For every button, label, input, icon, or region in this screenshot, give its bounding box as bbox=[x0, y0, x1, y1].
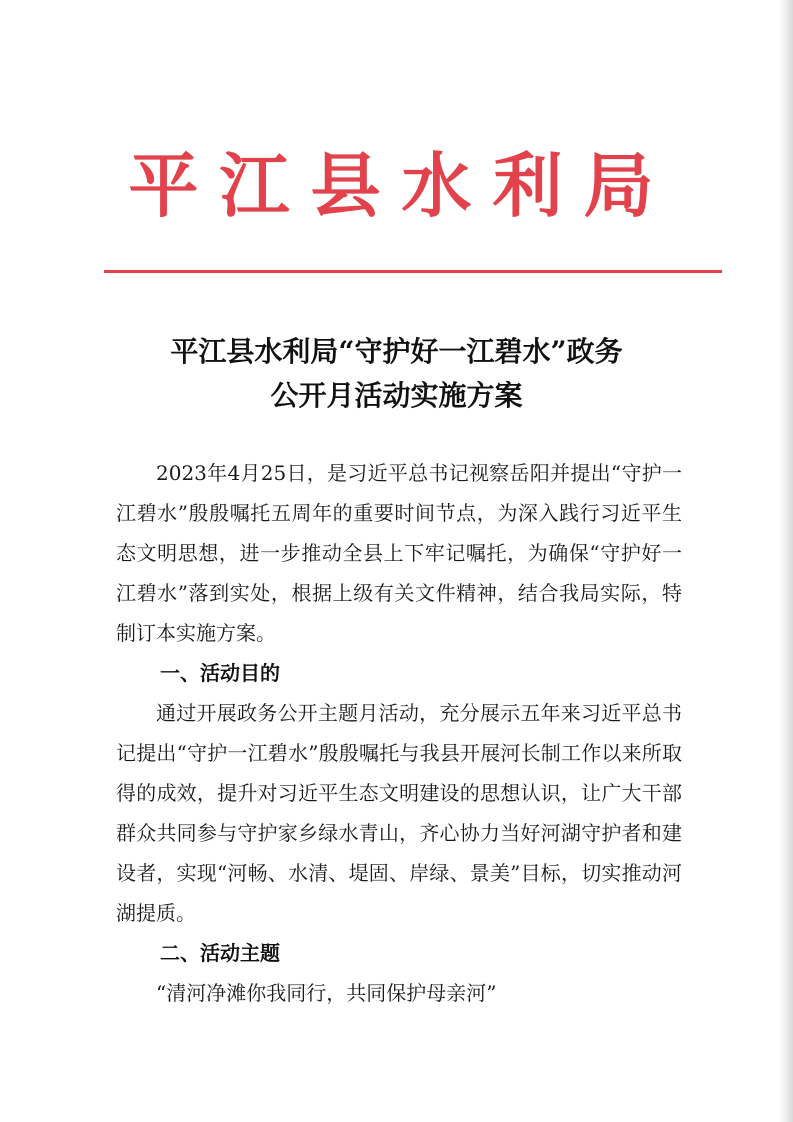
purpose-paragraph: 通过开展政务公开主题月活动，充分展示五年来习近平总书记提出“守护一江碧水”殷殷嘱托与我县开展河长制工作以来所取得的成效，提升对习近平生态文明建设的思想认识，让广大干部群众共同参与守护家乡绿水青山，齐心协力当好河湖守护者和建设者，实现“河畅、水清、堤固、岸绿、景美”目标，切实推动河湖提质。 bbox=[116, 701, 682, 925]
document-title-line2: 公开月活动实施方案 bbox=[270, 379, 523, 412]
letterhead-title: 平江县水利局 bbox=[128, 144, 675, 227]
intro-paragraph: 2023年4月25日，是习近平总书记视察岳阳并提出“守护一江碧水”殷殷嘱托五周年的重要时间节点，为深入践行习近平生态文明思想，进一步推动全县上下牢记嘱托，为确保“守护好一江碧水”落到实处，根据上级有关文件精神，结合我局实际，特制订本实施方案。 bbox=[116, 461, 682, 645]
page-edge-shadow bbox=[779, 0, 793, 1122]
section-heading-purpose: 一、活动目的 bbox=[160, 661, 280, 685]
document-title-line1: 平江县水利局“守护好一江碧水”政务 bbox=[170, 335, 623, 368]
theme-paragraph: “清河净滩你我同行，共同保护母亲河” bbox=[156, 981, 497, 1005]
letterhead-red-rule bbox=[104, 270, 722, 273]
section-heading-theme: 二、活动主题 bbox=[160, 941, 280, 965]
document-title bbox=[0, 330, 793, 418]
document-body bbox=[116, 453, 682, 1013]
